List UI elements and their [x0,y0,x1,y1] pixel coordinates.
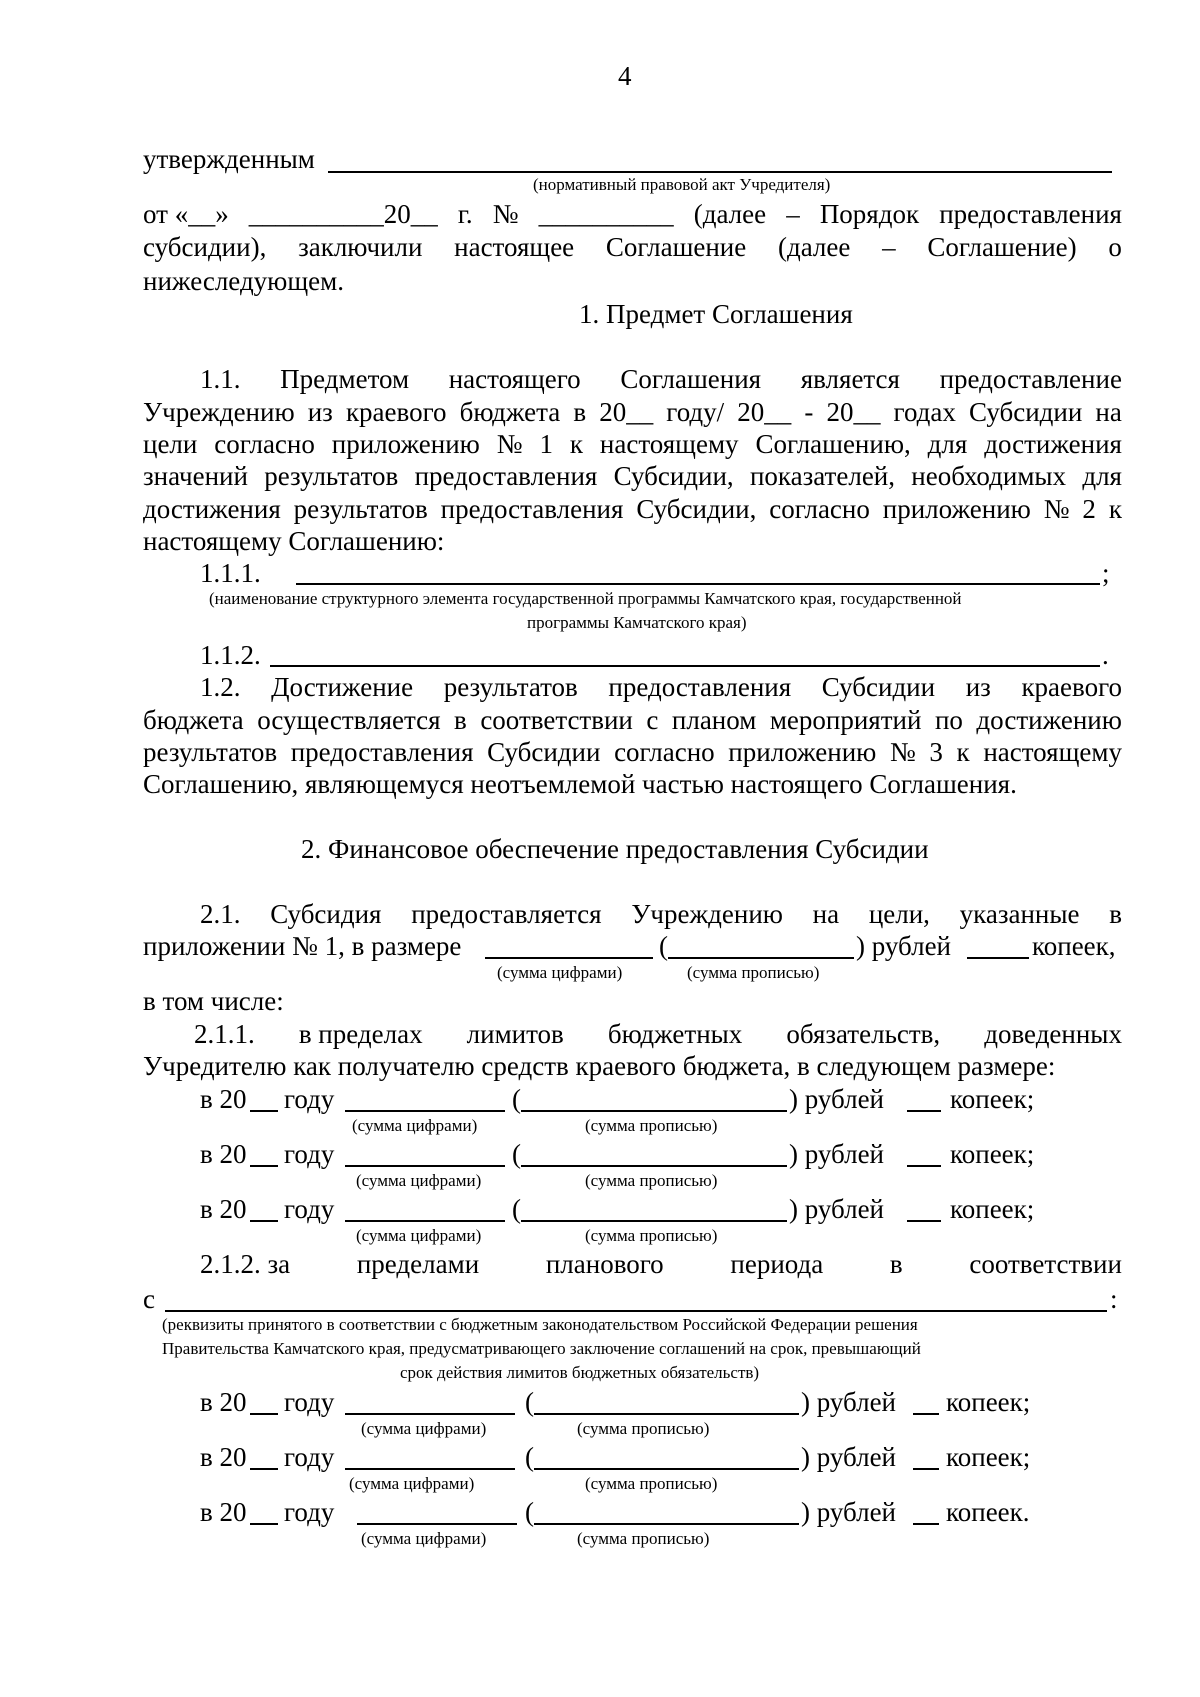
year-prefix: в 20 [200,1139,247,1169]
item-1-1-1-blank [296,583,1100,585]
kopecks-blank [913,1523,939,1525]
total-rubles: ) рублей [856,931,952,961]
p212-line-2-c: с [143,1284,155,1314]
kopecks-blank [907,1110,941,1112]
words-blank [534,1413,799,1415]
year-prefix: в 20 [200,1442,247,1472]
digits-blank [357,1523,517,1525]
open-paren: ( [512,1194,521,1224]
total-digits-caption: (сумма цифрами) [497,963,623,982]
year-prefix: в 20 [200,1387,247,1417]
digits-blank [345,1413,515,1415]
page-number: 4 [618,61,632,91]
intro-line-3: субсидии), заключили настоящее Соглашение (далее – Соглашение) о [143,232,1122,262]
kopecks-label: копеек; [946,1442,1031,1472]
open-paren: ( [525,1442,534,1472]
total-open-paren: ( [659,931,668,961]
total-words-blank [668,957,854,959]
year-word: году [284,1194,335,1224]
p21-line-2-text: приложении № 1, в размере [143,931,462,961]
open-paren: ( [525,1387,534,1417]
kopecks-label: копеек. [946,1497,1030,1527]
p212-line-1: 2.1.2. за пределами планового периода в соответствии [200,1249,1122,1279]
year-blank [250,1165,278,1167]
p11-line-5: достижения результатов предоставления Субсидии, согласно приложению № 2 к [143,494,1122,524]
p211-line-2: Учредителю как получателю средств краевого бюджета, в следующем размере: [143,1051,1056,1081]
words-blank [534,1468,799,1470]
kopecks-blank [907,1220,941,1222]
kopecks-blank [907,1165,941,1167]
year-word: году [284,1084,335,1114]
item-1-1-1-caption-2: программы Камчатского края) [527,613,747,632]
kopecks-label: копеек; [946,1387,1031,1417]
words-caption: (сумма прописью) [585,1116,718,1135]
item-1-1-2-blank [270,665,1100,667]
digits-blank [345,1220,505,1222]
digits-blank [345,1110,505,1112]
kopecks-blank [913,1468,939,1470]
section-1-title: 1. Предмет Соглашения [579,299,853,329]
p12-line-2: бюджета осуществляется в соответствии с планом мероприятий по достижению [143,705,1122,735]
approved-by-label: утвержденным [143,144,315,174]
decision-caption-3: срок действия лимитов бюджетных обязательств) [400,1363,760,1382]
digits-blank [345,1468,515,1470]
decision-details-blank [165,1310,1107,1312]
words-caption: (сумма прописью) [577,1529,710,1548]
total-digits-blank [485,957,653,959]
year-prefix: в 20 [200,1497,247,1527]
year-prefix: в 20 [200,1194,247,1224]
digits-caption: (сумма цифрами) [356,1226,482,1245]
words-caption: (сумма прописью) [585,1226,718,1245]
year-blank [250,1220,278,1222]
item-1-1-1-label: 1.1.1. [200,558,261,588]
year-word: году [284,1497,335,1527]
p212-line-2-colon: : [1110,1284,1118,1314]
year-word: году [284,1387,335,1417]
p21-line-1: 2.1. Субсидия предоставляется Учреждению на цели, указанные в [200,899,1122,929]
p11-line-1: 1.1. Предметом настоящего Соглашения является предоставление [200,364,1122,394]
total-words-caption: (сумма прописью) [687,963,820,982]
item-1-1-1-end: ; [1102,558,1110,588]
kopecks-label: копеек; [950,1084,1035,1114]
digits-caption: (сумма цифрами) [349,1474,475,1493]
year-blank [250,1413,278,1415]
rubles-label: ) рублей [789,1084,885,1114]
rubles-label: ) рублей [789,1194,885,1224]
year-word: году [284,1442,335,1472]
decision-caption-2: Правительства Камчатского края, предусматривающего заключение соглашений на срок, превышающий [162,1339,921,1358]
p12-line-3: результатов предоставления Субсидии согласно приложению № 3 к настоящему [143,737,1122,767]
year-blank [250,1523,278,1525]
words-caption: (сумма прописью) [585,1171,718,1190]
kopecks-blank [913,1413,939,1415]
words-caption: (сумма прописью) [585,1474,718,1493]
item-1-1-1-caption-1: (наименование структурного элемента государственной программы Камчатского края, государственной [209,589,962,608]
p11-line-4: значений результатов предоставления Субсидии, показателей, необходимых для [143,461,1122,491]
year-prefix: в 20 [200,1084,247,1114]
digits-caption: (сумма цифрами) [352,1116,478,1135]
decision-caption-1: (реквизиты принятого в соответствии с бюджетным законодательством Российской Федерации решения [162,1315,918,1334]
intro-line-4: нижеследующем. [143,266,344,296]
p12-line-4: Соглашению, являющемуся неотъемлемой частью настоящего Соглашения. [143,769,1017,799]
open-paren: ( [512,1139,521,1169]
legal-act-blank [328,171,1112,173]
year-blank [250,1468,278,1470]
rubles-label: ) рублей [801,1387,897,1417]
p12-line-1: 1.2. Достижение результатов предоставления Субсидии из краевого [200,672,1122,702]
words-blank [521,1220,787,1222]
p11-line-3: цели согласно приложению № 1 к настоящему Соглашению, для достижения [143,429,1122,459]
kopecks-label: копеек; [950,1139,1035,1169]
rubles-label: ) рублей [801,1497,897,1527]
words-caption: (сумма прописью) [577,1419,710,1438]
kopecks-label: копеек; [950,1194,1035,1224]
words-blank [521,1165,787,1167]
words-blank [534,1523,799,1525]
item-1-1-2-end: . [1102,640,1109,670]
digits-caption: (сумма цифрами) [356,1171,482,1190]
p11-line-2: Учреждению из краевого бюджета в 20__ году/ 20__ - 20__ годах Субсидии на [143,397,1122,427]
legal-act-caption: (нормативный правовой акт Учредителя) [533,175,831,194]
section-2-title: 2. Финансовое обеспечение предоставления Субсидии [301,834,929,864]
including-label: в том числе: [143,986,284,1016]
digits-caption: (сумма цифрами) [361,1419,487,1438]
p211-line-1: 2.1.1. в пределах лимитов бюджетных обязательств, доведенных [194,1019,1122,1049]
digits-caption: (сумма цифрами) [361,1529,487,1548]
digits-blank [345,1165,505,1167]
item-1-1-2-label: 1.1.2. [200,640,261,670]
year-blank [250,1110,278,1112]
p11-line-6: настоящему Соглашению: [143,526,445,556]
total-kopecks-blank [967,957,1029,959]
open-paren: ( [525,1497,534,1527]
rubles-label: ) рублей [789,1139,885,1169]
words-blank [521,1110,787,1112]
year-word: году [284,1139,335,1169]
rubles-label: ) рублей [801,1442,897,1472]
intro-line-2: от «__» __________20__ г. № __________ (далее – Порядок предоставления [143,199,1122,229]
total-kopecks: копеек, [1032,931,1116,961]
open-paren: ( [512,1084,521,1114]
